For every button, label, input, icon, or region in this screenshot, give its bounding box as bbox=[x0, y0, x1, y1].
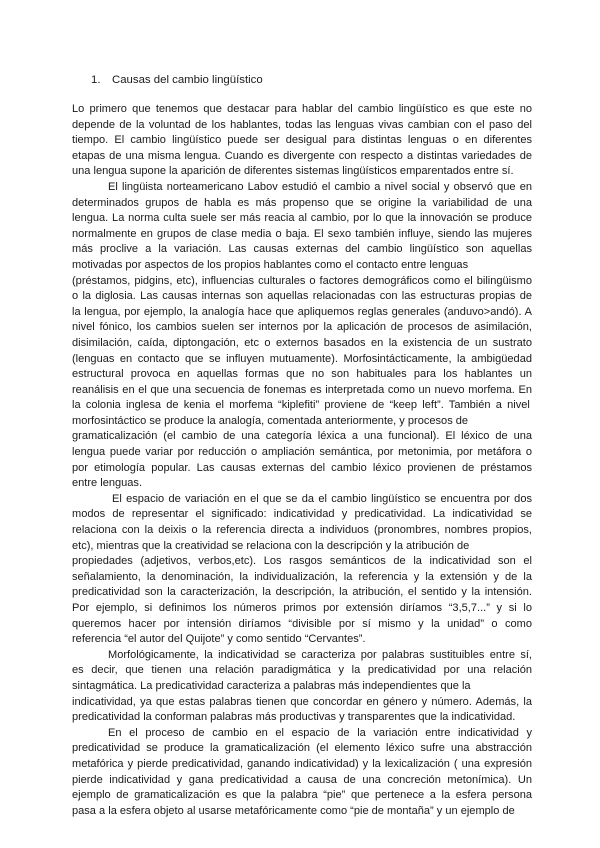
text-line: propiedades (adjetivos, verbos,etc). Los rasgos semánticos de la indicatividad son el bbox=[72, 555, 532, 568]
text-line: El espacio de variación en el que se da el cambio lingüístico se encuentra por dos bbox=[112, 492, 532, 505]
text-line: normalmente en grupos de clase media o baja. El sexo también influye, siendo las mujeres bbox=[72, 227, 532, 240]
text-line: o la diglosia. Las causas internas son aquellas relacionadas con las estructuras propias de bbox=[72, 290, 532, 303]
paragraph-2 bbox=[72, 180, 532, 492]
text-line: entre lenguas. bbox=[72, 477, 143, 490]
text-line: predicatividad se produce la gramaticalización (el elemento léxico sufre una abstracción bbox=[72, 742, 532, 755]
paragraph-3 bbox=[72, 492, 532, 648]
text-line: pasa a la esfera objeto al usarse metafóricamente como “pie de montaña” y un ejemplo de bbox=[72, 804, 515, 817]
text-line: indicatividad, ya que estas palabras tienen que concordar en género y número. Además, la bbox=[72, 695, 532, 708]
text-line: Lo primero que tenemos que destacar para hablar del cambio lingüístico es que este no bbox=[72, 103, 532, 115]
text-line: lengua puede variar por reducción o ampliación semántica, por metonimia, por metáfora o bbox=[72, 446, 532, 459]
text-line: más proclive a la variación. Las causas externas del cambio lingüístico son aquellas bbox=[72, 243, 532, 256]
text-line: ejemplo de gramaticalización es que la palabra “pie” que pertenece a la esfera persona bbox=[72, 789, 532, 802]
text-line: señalamiento, la denominación, la individualización, la referencia y la extensión y de la bbox=[72, 570, 532, 583]
section-number: 1. bbox=[91, 74, 101, 86]
text-line: reanálisis en el que una secuencia de fonemas es interpretada como un nuevo morfema. En bbox=[72, 383, 532, 396]
text-line: pierde indicatividad y gana predicatividad a causa de una concreción metonímica). Un bbox=[72, 773, 532, 786]
text-line: es decir, que tienen una relación paradigmática y la predicatividad por una relación bbox=[72, 664, 532, 677]
text-line: morfosintáctico se produce la analogía, comentada anteriormente, y procesos de bbox=[72, 414, 469, 427]
text-line: una lengua supone la aparición de diferentes sistemas lingüísticos emparentados entre sí. bbox=[72, 165, 514, 178]
text-line: (lenguas en contacto que se influyen mutuamente). Morfosintácticamente, la ambigüedad bbox=[72, 352, 532, 365]
text-line: relaciona con la deixis o la referencia directa a individuos (pronombres, nombres propios, bbox=[72, 524, 532, 537]
text-line: la lengua, por ejemplo, la analogía hace que apliquemos reglas generales (anduvo>andó). A bbox=[72, 305, 532, 318]
paragraph-4 bbox=[72, 648, 532, 726]
text-line: estructural provoca en aquellas formas que no son habituales para los hablantes un bbox=[72, 368, 532, 381]
body-text bbox=[72, 102, 532, 819]
text-line: lengua. La norma culta suele ser más reacia al cambio, por lo que la innovación se produce bbox=[72, 212, 532, 225]
text-line: metafórica y pierde predicatividad, ganando indicatividad) y la lexicalización ( una expresión bbox=[72, 757, 532, 770]
text-line: determinados grupos de habla es más propenso que se origine la variabilidad de una bbox=[72, 196, 532, 209]
section-title: Causas del cambio lingüístico bbox=[112, 74, 263, 86]
text-line: predicatividad son la caracterización, la descripción, la atribución, el sentido y la intensión. bbox=[72, 586, 532, 599]
text-line: la colonia inglesa de kenia el morfema “kiplefiti” proviene de “keep left”. También a nivel bbox=[72, 399, 530, 412]
text-line: tiempo. El cambio lingüístico puede ser desigual para distintas lenguas o en diferentes bbox=[72, 134, 532, 147]
text-line: queremos hacer por intensión diríamos “divisible por sí mismo y la unidad” o como bbox=[72, 617, 532, 630]
text-line: depende de la voluntad de los hablantes, todas las lenguas vivas cambian con el paso del bbox=[72, 118, 532, 131]
text-line: Morfológicamente, la indicatividad se caracteriza por palabras sustituibles entre sí, bbox=[108, 648, 532, 661]
text-line: etc), mientras que la creatividad se relaciona con la descripción y la atribución de bbox=[72, 539, 470, 552]
text-line: etapas de una misma lengua. Cuando es divergente con respecto a distintas variedades de bbox=[72, 149, 532, 162]
paragraph-1 bbox=[72, 102, 532, 180]
text-line: por etimología popular. Las causas externas del cambio léxico provienen de préstamos bbox=[72, 461, 532, 474]
text-line: referencia “el autor del Quijote” y como sentido “Cervantes”. bbox=[72, 633, 366, 646]
text-line: (préstamos, pidgins, etc), influencias culturales o factores demográficos como el bilingüismo bbox=[72, 274, 532, 287]
text-line: Por ejemplo, si definimos los números primos por extensión diríamos “3,5,7...” y si lo bbox=[72, 602, 532, 614]
text-line: El lingüista norteamericano Labov estudió el cambio a nivel social y observó que en bbox=[108, 180, 532, 193]
text-line: motivadas por aspectos de los propios hablantes como el contacto entre lenguas bbox=[72, 258, 469, 271]
text-line: predicatividad la conforman palabras más productivas y transparentes que la indicatividad. bbox=[72, 711, 516, 724]
paragraph-5 bbox=[72, 726, 532, 820]
text-line: nivel fónico, los cambios suelen ser internos por la aplicación de procesos de asimilación, bbox=[72, 321, 532, 334]
text-line: modos de representar el significado: indicatividad y predicatividad. La indicatividad se bbox=[72, 508, 532, 521]
text-line: gramaticalización (el cambio de una categoría léxica a una funcional). El léxico de una bbox=[72, 430, 532, 443]
text-line: disimilación, caída, diptongación, etc o externos basados en la existencia de un sustrato bbox=[72, 336, 532, 349]
text-line: sintagmática. La predicatividad caracteriza a palabras más independientes que la bbox=[72, 679, 471, 692]
text-line: En el proceso de cambio en el espacio de la variación entre indicatividad y bbox=[108, 726, 532, 739]
section-heading bbox=[91, 73, 263, 89]
